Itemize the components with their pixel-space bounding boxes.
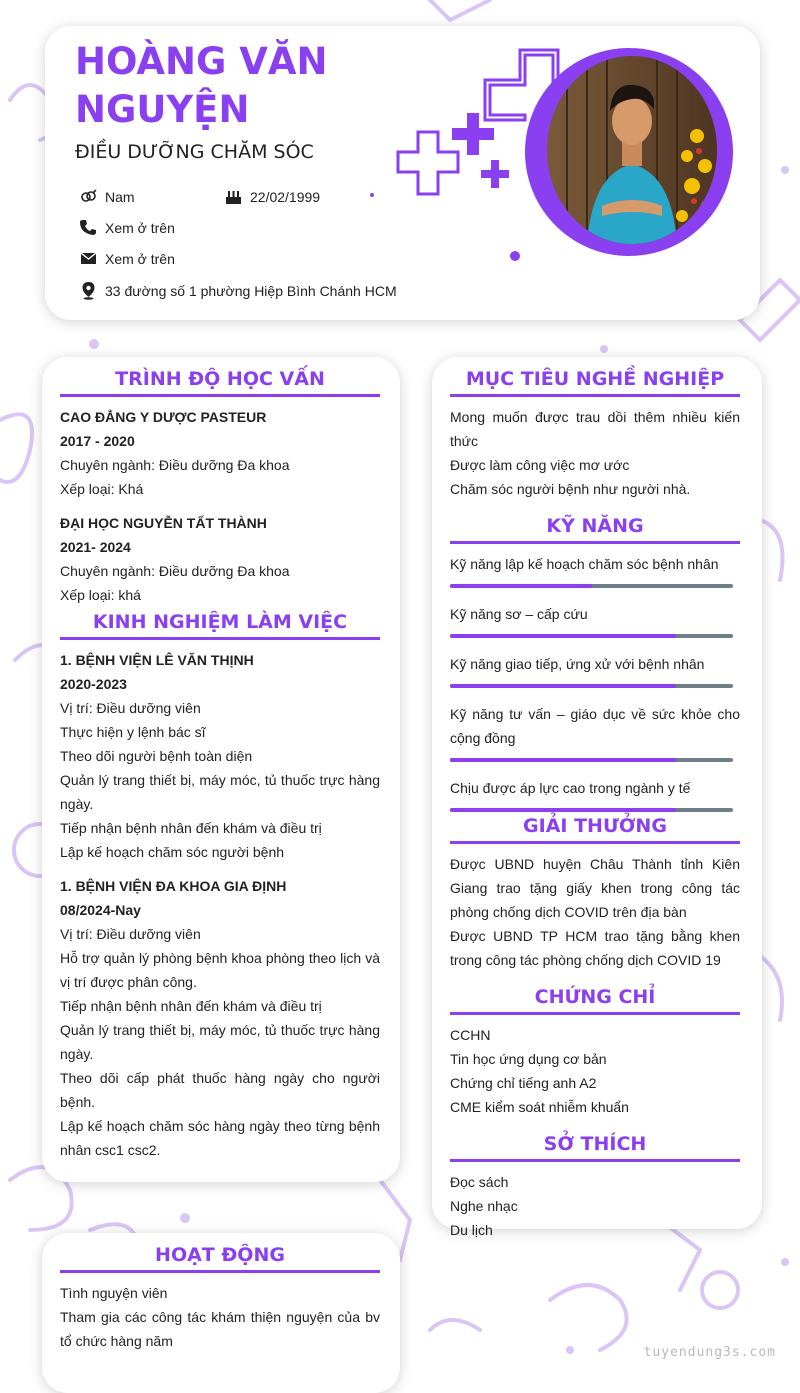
education-grade: Xếp loại: khá [60, 587, 141, 603]
activities-title: HOẠT ĐỘNG [60, 1244, 380, 1273]
email-row [80, 250, 175, 267]
education-years: 2021- 2024 [60, 539, 131, 555]
certificates-title: CHỨNG CHỈ [450, 986, 740, 1015]
experience-line: Lập kế hoạch chăm sóc hàng ngày theo từng bệnh nhân csc1 csc2. [60, 1118, 380, 1158]
skill-name: Kỹ năng sơ – cấp cứu [450, 606, 588, 622]
birthday-row [225, 188, 320, 205]
experience-line: Thực hiện y lệnh bác sĩ [60, 724, 206, 740]
awards-title: GIẢI THƯỞNG [450, 815, 740, 844]
experience-title: KINH NGHIỆM LÀM VIỆC [60, 611, 380, 640]
objective-title: MỤC TIÊU NGHỀ NGHIỆP [450, 368, 740, 397]
hobbies-title: SỞ THÍCH [450, 1133, 740, 1162]
skill-name: Chịu được áp lực cao trong ngành y tế [450, 780, 691, 796]
phone-value: Xem ở trên [105, 219, 175, 236]
education-school: CAO ĐẲNG Y DƯỢC PASTEUR [60, 409, 267, 425]
email-value: Xem ở trên [105, 250, 175, 267]
experience-line: Vị trí: Điều dưỡng viên [60, 926, 201, 942]
skill-name: Kỹ năng giao tiếp, ứng xử với bệnh nhân [450, 656, 705, 672]
job-title: ĐIỀU DƯỠNG CHĂM SÓC [75, 141, 314, 163]
skills-list [450, 552, 740, 826]
certificate-line: Chứng chỉ tiếng anh A2 [450, 1075, 597, 1091]
objective-list [450, 405, 740, 501]
experience-line: Tiếp nhận bệnh nhân đến khám và điều trị [60, 998, 322, 1014]
experience-company: 1. BỆNH VIỆN LÊ VĂN THỊNH [60, 652, 254, 668]
certificate-line: CCHN [450, 1027, 491, 1043]
skill-item [450, 602, 740, 638]
hobby-line: Du lịch [450, 1222, 493, 1238]
awards-list [450, 852, 740, 972]
education-years: 2017 - 2020 [60, 433, 135, 449]
experience-years: 08/2024-Nay [60, 902, 141, 918]
experience-line: Hỗ trợ quản lý phòng bệnh khoa phòng theo lịch và vị trí được phân công. [60, 950, 380, 990]
hobbies-list [450, 1170, 740, 1242]
small-dot-decoration [370, 193, 374, 197]
skill-name: Kỹ năng lập kế hoạch chăm sóc bệnh nhân [450, 556, 719, 572]
objective-line: Mong muốn được trau dồi thêm nhiều kiến thức [450, 409, 740, 449]
skill-item [450, 652, 740, 688]
skill-bar-fill [450, 584, 592, 588]
gender-icon [80, 188, 97, 205]
skill-item [450, 702, 740, 762]
award-line: Được UBND TP HCM trao tặng bằng khen trong công tác phòng chống dịch COVID 19 [450, 928, 740, 968]
skill-bar-fill [450, 634, 676, 638]
skill-bar-fill [450, 758, 676, 762]
gender-value: Nam [105, 188, 135, 205]
watermark: tuyendung3s.com [643, 1345, 776, 1360]
objective-line: Chăm sóc người bệnh như người nhà. [450, 481, 691, 497]
education-grade: Xếp loại: Khá [60, 481, 144, 497]
experience-line: Tiếp nhận bệnh nhân đến khám và điều trị [60, 820, 322, 836]
skills-title: KỸ NĂNG [450, 515, 740, 544]
skill-bar [450, 684, 733, 688]
email-icon [80, 250, 97, 267]
skill-name: Kỹ năng tư vấn – giáo dục về sức khỏe cho cộng đồng [450, 706, 740, 746]
experience-line: Theo dõi người bệnh toàn diện [60, 748, 253, 764]
phone-row [80, 219, 175, 236]
location-pin-icon [80, 281, 97, 300]
certificate-line: Tin học ứng dụng cơ bản [450, 1051, 607, 1067]
experience-years: 2020-2023 [60, 676, 127, 692]
skill-bar-fill [450, 808, 676, 812]
experience-line: Lập kế hoạch chăm sóc người bệnh [60, 844, 285, 860]
candidate-name: HOÀNG VĂN NGUYỆN [75, 40, 328, 131]
education-school: ĐẠI HỌC NGUYỄN TẤT THÀNH [60, 515, 267, 531]
skill-item [450, 552, 740, 588]
skill-bar-fill [450, 684, 676, 688]
gender-row [80, 188, 135, 205]
award-line: Được UBND huyện Châu Thành tỉnh Kiên Giang trao tặng giấy khen trong công tác phòng chống dịch COVID trên địa bàn [450, 856, 740, 920]
hobby-line: Nghe nhạc [450, 1198, 518, 1214]
activity-line: Tham gia các công tác khám thiện nguyện của bv tổ chức hàng năm [60, 1309, 380, 1349]
address-value: 33 đường số 1 phường Hiệp Bình Chánh HCM [105, 282, 397, 299]
experience-line: Quản lý trang thiết bị, máy móc, tủ thuốc trực hàng ngày. [60, 772, 380, 812]
skill-bar [450, 634, 733, 638]
education-title: TRÌNH ĐỘ HỌC VẤN [60, 368, 380, 397]
certificates-list [450, 1023, 740, 1119]
certificate-line: CME kiểm soát nhiễm khuẩn [450, 1099, 629, 1115]
activities-list [60, 1281, 380, 1353]
skill-bar [450, 584, 733, 588]
education-major: Chuyên ngành: Điều dưỡng Đa khoa [60, 457, 290, 473]
birthday-value: 22/02/1999 [250, 188, 321, 205]
education-list [60, 405, 380, 607]
avatar [547, 56, 717, 244]
experience-line: Quản lý trang thiết bị, máy móc, tủ thuốc trực hàng ngày. [60, 1022, 380, 1062]
education-major: Chuyên ngành: Điều dưỡng Đa khoa [60, 563, 290, 579]
skill-bar [450, 758, 733, 762]
experience-company: 1. BỆNH VIỆN ĐA KHOA GIA ĐỊNH [60, 878, 287, 894]
activity-line: Tình nguyện viên [60, 1285, 168, 1301]
skill-item [450, 776, 740, 812]
hobby-line: Đọc sách [450, 1174, 509, 1190]
address-row [80, 281, 397, 300]
phone-icon [80, 219, 97, 236]
skill-bar [450, 808, 733, 812]
experience-line: Vị trí: Điều dưỡng viên [60, 700, 201, 716]
experience-line: Theo dõi cấp phát thuốc hàng ngày cho người bệnh. [60, 1070, 380, 1110]
objective-line: Được làm công việc mơ ước [450, 457, 630, 473]
cake-icon [225, 188, 242, 205]
experience-list [60, 648, 380, 1162]
